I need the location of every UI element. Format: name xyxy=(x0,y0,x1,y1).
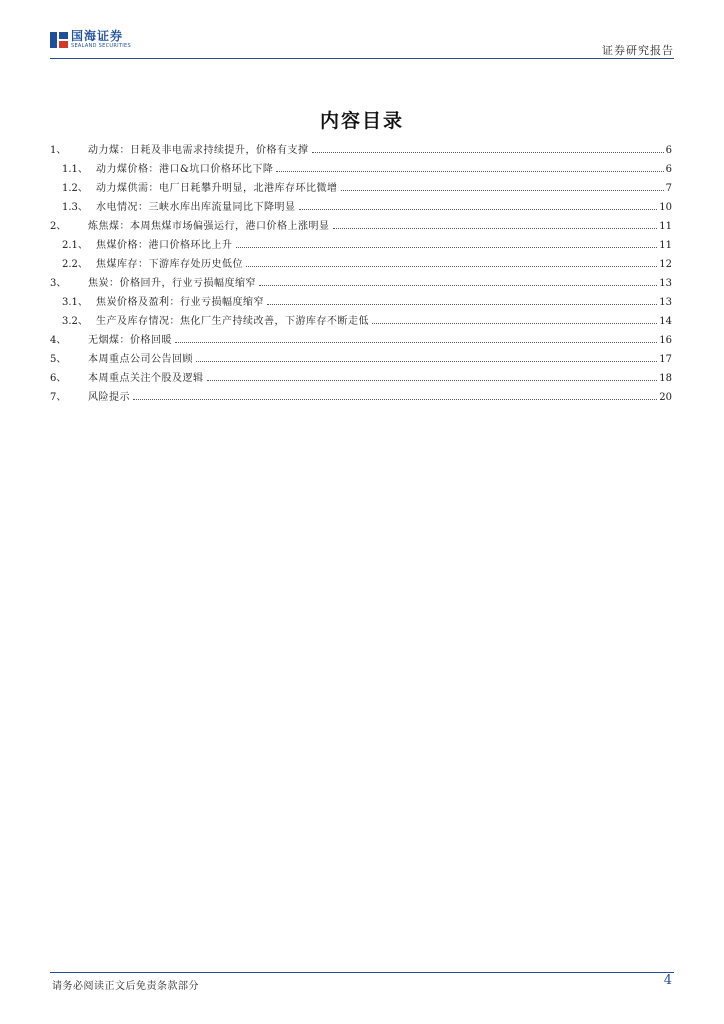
toc-entry-number: 1、 xyxy=(50,145,67,156)
toc-leader xyxy=(299,209,658,210)
toc-entry-title: 动力煤价格：港口&坑口价格环比下降 xyxy=(96,164,274,175)
toc-entry-page: 13 xyxy=(659,297,672,308)
toc-entry-title: 焦煤价格：港口价格环比上升 xyxy=(96,240,233,251)
toc-leader xyxy=(246,266,657,267)
toc-entry-number: 4、 xyxy=(50,335,67,346)
toc-entry[interactable] xyxy=(50,217,672,236)
toc-leader xyxy=(341,190,664,191)
toc-entry-page: 11 xyxy=(659,240,672,251)
toc-entry-number: 3.1、 xyxy=(62,297,88,308)
toc-entry-page: 20 xyxy=(659,392,672,403)
toc-leader xyxy=(196,361,657,362)
toc-entry-title: 无烟煤：价格回暖 xyxy=(88,335,172,346)
toc-entry-page: 13 xyxy=(659,278,672,289)
toc-entry-number: 5、 xyxy=(50,354,67,365)
logo-mark-icon xyxy=(50,31,68,49)
page-number: 4 xyxy=(663,973,672,988)
toc-leader xyxy=(372,323,657,324)
footer-divider xyxy=(50,972,674,973)
toc-leader xyxy=(312,152,664,153)
toc-entry-number: 2.2、 xyxy=(62,259,88,270)
toc-entry-page: 12 xyxy=(659,259,672,270)
toc-leader xyxy=(175,342,657,343)
toc-leader xyxy=(207,380,658,381)
toc-entry-page: 7 xyxy=(665,183,672,194)
toc-entry-title: 风险提示 xyxy=(88,392,130,403)
toc-entry[interactable] xyxy=(50,274,672,293)
toc-leader xyxy=(133,399,657,400)
toc-entry-number: 1.2、 xyxy=(62,183,88,194)
toc-entry-number: 1.3、 xyxy=(62,202,88,213)
toc-entry-number: 1.1、 xyxy=(62,164,88,175)
toc-entry-page: 18 xyxy=(659,373,672,384)
toc-leader xyxy=(236,247,658,248)
toc-entry[interactable] xyxy=(50,255,672,274)
toc-entry-number: 3.2、 xyxy=(62,316,88,327)
toc-entry-number: 7、 xyxy=(50,392,67,403)
toc-entry-number: 3、 xyxy=(50,278,67,289)
logo-name-cn: 国海证券 xyxy=(71,29,124,43)
toc-entry[interactable] xyxy=(50,141,672,160)
toc-entry[interactable] xyxy=(50,312,672,331)
toc-entry-title: 生产及库存情况：焦化厂生产持续改善，下游库存不断走低 xyxy=(96,316,369,327)
toc-entry-page: 14 xyxy=(659,316,672,327)
toc-leader xyxy=(259,285,657,286)
toc-entry-page: 10 xyxy=(659,202,672,213)
toc-entry-title: 动力煤：日耗及非电需求持续提升，价格有支撑 xyxy=(88,145,309,156)
toc-entry-page: 17 xyxy=(659,354,672,365)
toc-entry-number: 2.1、 xyxy=(62,240,88,251)
toc-entry[interactable] xyxy=(50,198,672,217)
toc-entry[interactable] xyxy=(50,331,672,350)
toc-title: 内容目录 xyxy=(319,110,404,132)
toc-entry[interactable] xyxy=(50,160,672,179)
disclaimer-note: 请务必阅读正文后免责条款部分 xyxy=(52,981,199,992)
company-logo xyxy=(50,30,131,49)
toc-leader xyxy=(333,228,658,229)
toc-entry-title: 本周重点公司公告回顾 xyxy=(88,354,193,365)
toc-entry[interactable] xyxy=(50,179,672,198)
toc-entry-page: 16 xyxy=(659,335,672,346)
toc-entry-title: 炼焦煤：本周焦煤市场偏强运行，港口价格上涨明显 xyxy=(88,221,330,232)
toc-leader xyxy=(276,171,663,172)
logo-name-en: SEALAND SECURITIES xyxy=(71,43,131,49)
toc-entry-page: 6 xyxy=(665,145,672,156)
toc-entry-title: 水电情况：三峡水库出库流量同比下降明显 xyxy=(96,202,296,213)
toc-entry-number: 2、 xyxy=(50,221,67,232)
toc-entry[interactable] xyxy=(50,350,672,369)
toc-entry[interactable] xyxy=(50,369,672,388)
header-divider xyxy=(50,58,674,59)
page-header xyxy=(50,28,674,60)
table-of-contents xyxy=(50,141,672,407)
toc-entry[interactable] xyxy=(50,388,672,407)
toc-leader xyxy=(267,304,657,305)
toc-entry-page: 11 xyxy=(659,221,672,232)
toc-entry-title: 焦煤库存：下游库存处历史低位 xyxy=(96,259,243,270)
toc-entry-title: 动力煤供需：电厂日耗攀升明显，北港库存环比微增 xyxy=(96,183,338,194)
toc-entry[interactable] xyxy=(50,293,672,312)
report-type: 证券研究报告 xyxy=(602,44,674,57)
toc-entry-number: 6、 xyxy=(50,373,67,384)
toc-entry[interactable] xyxy=(50,236,672,255)
toc-entry-title: 焦炭：价格回升，行业亏损幅度缩窄 xyxy=(88,278,256,289)
toc-entry-title: 本周重点关注个股及逻辑 xyxy=(88,373,204,384)
toc-entry-page: 6 xyxy=(665,164,672,175)
toc-entry-title: 焦炭价格及盈利：行业亏损幅度缩窄 xyxy=(96,297,264,308)
